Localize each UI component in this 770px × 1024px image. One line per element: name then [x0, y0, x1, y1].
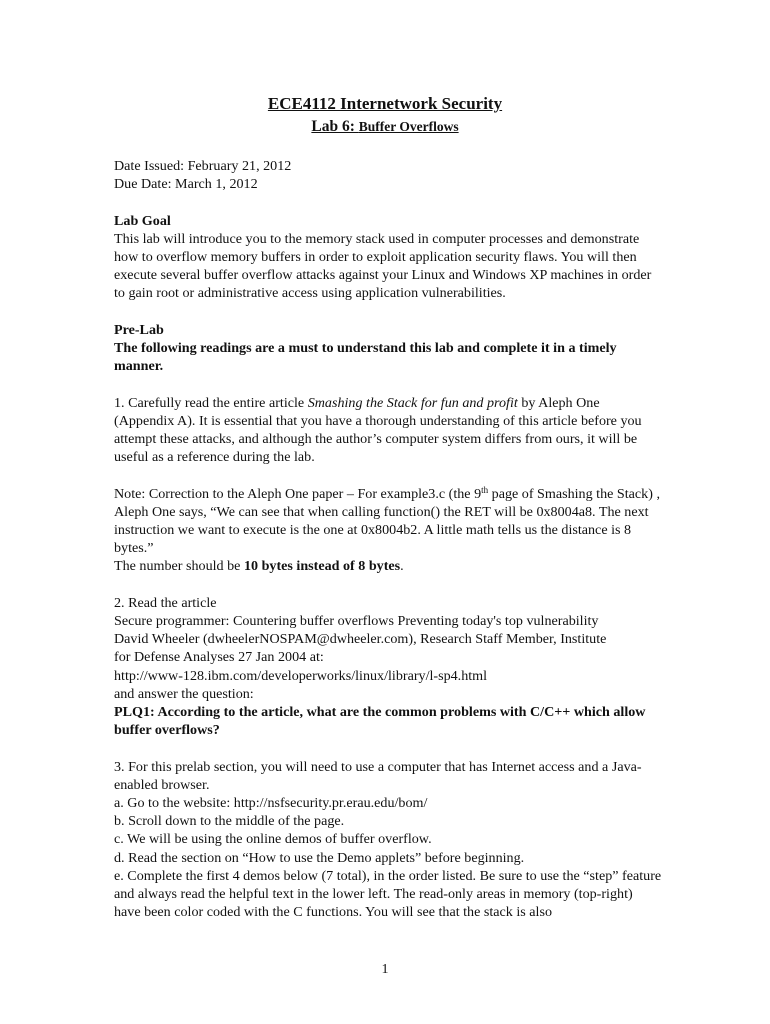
item3-step: b. Scroll down to the middle of the page.	[114, 813, 345, 830]
date-issued: Date Issued: February 21, 2012	[114, 158, 292, 174]
prelab-item-3	[114, 758, 662, 922]
item2-line: David Wheeler (dwheelerNOSPAM@dwheeler.com), Research Staff Member, Institute	[114, 631, 607, 648]
plq1-question: PLQ1: According to the article, what are the common problems with C/C++ which allow buffer overflows?	[114, 704, 646, 739]
note-superscript: th	[481, 484, 489, 495]
prelab-item-1	[114, 394, 662, 467]
number-correction: 10 bytes instead of 8 bytes	[243, 558, 401, 575]
note-text-post: page of Smashing the Stack) , Aleph One says, “We can see that when calling function() the RET will be 0x8004a8. The next instruction we want to execute is the one at 0x8004b2. A little math tells us the distance is 8 bytes.”	[114, 485, 660, 557]
item3-step: a. Go to the website: http://nsfsecurity.pr.erau.edu/bom/	[114, 795, 428, 812]
document-body	[114, 157, 662, 940]
item3-step: d. Read the section on “How to use the Demo applets” before beginning.	[114, 849, 525, 866]
article-url: http://www-128.ibm.com/developerworks/linux/library/l-sp4.html	[114, 667, 488, 684]
item2-line: and answer the question:	[114, 685, 254, 702]
lab-goal-section	[114, 212, 662, 303]
dates-block	[114, 157, 662, 193]
prelab-heading: Pre-Lab	[114, 321, 164, 338]
page-number: 1	[381, 962, 389, 977]
prelab-item-2	[114, 594, 662, 740]
prelab-section	[114, 321, 662, 376]
item1-text-pre: 1. Carefully read the entire article	[114, 394, 308, 411]
document-title: ECE4112 Internetwork Security	[267, 94, 503, 113]
number-text-pre: The number should be	[114, 558, 244, 575]
item2-line: for Defense Analyses 27 Jan 2004 at:	[114, 649, 324, 666]
article-title: Smashing the Stack for fun and profit	[307, 394, 518, 411]
lab-subtitle	[0, 116, 770, 138]
lab-name: Buffer Overflows	[358, 119, 459, 134]
date-due: Due Date: March 1, 2012	[114, 176, 258, 193]
note-text-pre: Note: Correction to the Aleph One paper – For example3.c (the 9	[114, 485, 482, 502]
item3-step: c. We will be using the online demos of buffer overflow.	[114, 831, 432, 848]
item2-line: Secure programmer: Countering buffer overflows Preventing today's top vulnerability	[114, 613, 599, 629]
lab-number: Lab 6:	[311, 118, 359, 135]
correction-note	[114, 485, 662, 576]
item3-intro: 3. For this prelab section, you will need to use a computer that has Internet access and a Java-enabled browser.	[114, 758, 642, 793]
item3-step: e. Complete the first 4 demos below (7 total), in the order listed. Be sure to use the “step” feature and always read the helpful text in the lower left. The read-only areas in memory (top-right) have been color coded with the C functions. You will see that the stack is also	[114, 867, 662, 921]
number-text-post: .	[400, 558, 404, 575]
item2-line: 2. Read the article	[114, 594, 217, 611]
lab-goal-heading: Lab Goal	[114, 212, 171, 229]
prelab-intro: The following readings are a must to understand this lab and complete it in a timely manner.	[114, 340, 617, 375]
item1-text-post: by Aleph One (Appendix A). It is essential that you have a thorough understanding of this article before you attempt these attacks, and although the author’s computer system differs from ours, it will be useful as a reference during the lab.	[114, 394, 642, 466]
lab-goal-text: This lab will introduce you to the memory stack used in computer processes and demonstrate how to overflow memory buffers in order to exploit application security flaws. You will then execute several buffer overflow attacks against your Linux and Windows XP machines in order to gain root or administrative access using application vulnerabilities.	[114, 230, 652, 302]
